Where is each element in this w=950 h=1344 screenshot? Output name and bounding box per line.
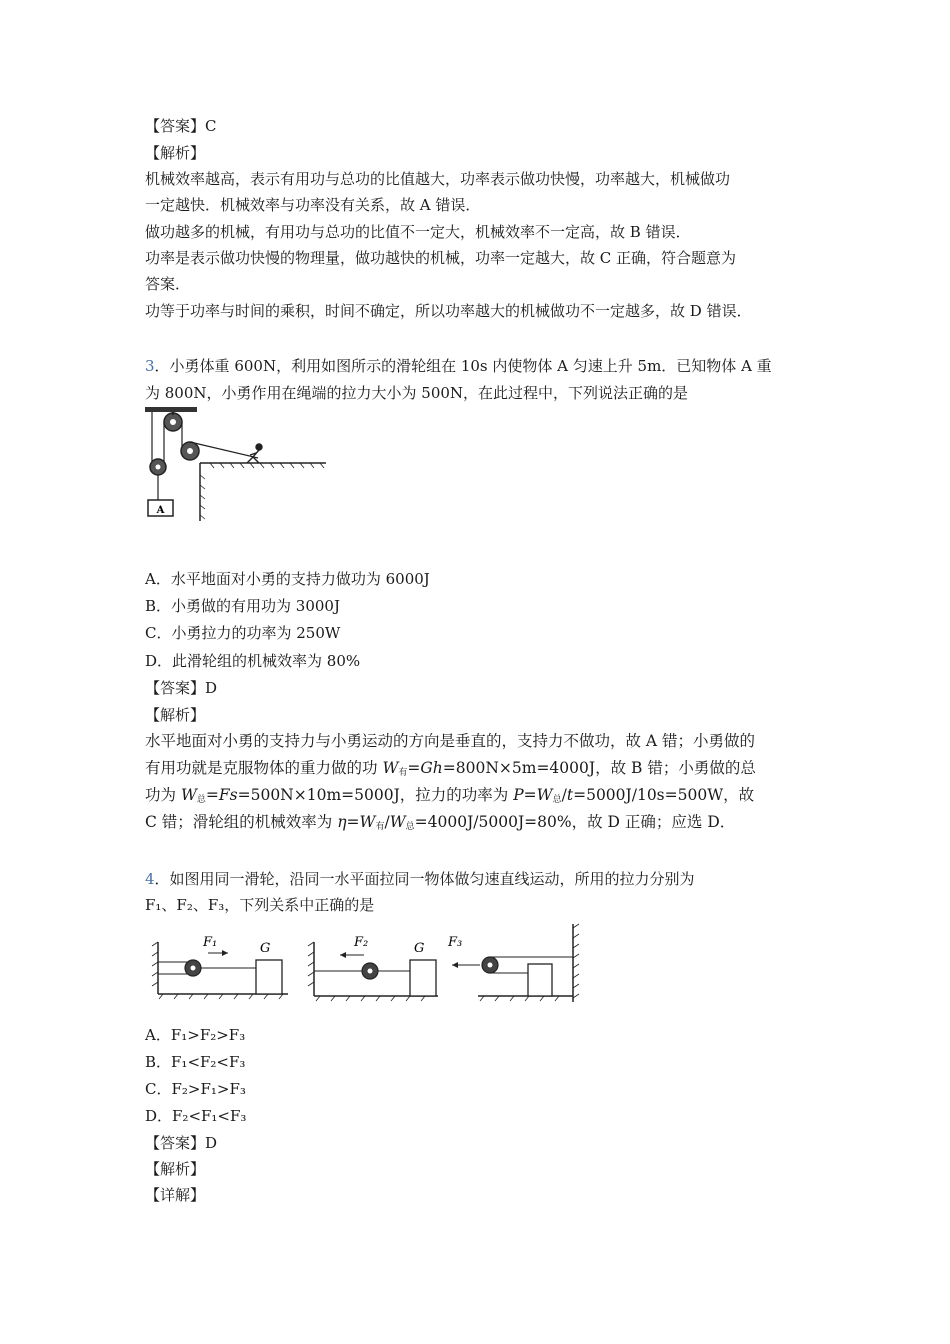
q2-analysis-line-5: 答案． bbox=[145, 275, 191, 293]
var-t: t bbox=[566, 786, 574, 804]
text-seg: = bbox=[407, 759, 421, 777]
sub-useful: 有 bbox=[375, 822, 385, 832]
sub-total: 总 bbox=[405, 822, 415, 832]
setup-3 bbox=[447, 924, 579, 1002]
q4-pulley-figure bbox=[148, 922, 588, 1008]
text-seg: = bbox=[205, 786, 219, 804]
var-p: P bbox=[513, 786, 524, 804]
text-seg: 有用功就是克服物体的重力做的功 bbox=[145, 759, 383, 777]
q4-option-b: B．F₁<F₂<F₃ bbox=[145, 1053, 246, 1071]
q3-stem-line-2: 为 800N，小勇作用在绳端的拉力大小为 500N，在此过程中，下列说法正确的是 bbox=[145, 384, 689, 402]
q4-option-a: A．F₁>F₂>F₃ bbox=[145, 1026, 246, 1044]
q2-answer: 【答案】C bbox=[145, 117, 217, 135]
q3-stem-line-1 bbox=[145, 355, 772, 377]
q3-number: 3 bbox=[145, 357, 155, 375]
q3-analysis-line-3 bbox=[145, 784, 754, 811]
q2-analysis-line-6: 功等于功率与时间的乘积，时间不确定，所以功率越大的机械做功不一定越多，故 D 错误． bbox=[145, 302, 752, 320]
q4-stem-text-1: ．如图用同一滑轮，沿同一水平面拉同一物体做匀速直线运动，所用的拉力分别为 bbox=[154, 870, 695, 888]
q3-pulley-figure bbox=[140, 405, 330, 525]
var-eta: η bbox=[337, 813, 347, 831]
text-seg: =4000J/5000J=80%，故 D 正确；应选 D． bbox=[414, 813, 736, 831]
label-f3: F₃ bbox=[448, 935, 463, 950]
var-w: W bbox=[389, 813, 406, 831]
sub-total: 总 bbox=[196, 795, 206, 805]
q4-detail-label: 【详解】 bbox=[145, 1186, 206, 1204]
q4-option-d: D．F₂<F₁<F₃ bbox=[145, 1107, 247, 1125]
q2-analysis-line-4: 功率是表示做功快慢的物理量，做功越快的机械，功率一定越大，故 C 正确，符合题意为 bbox=[145, 249, 737, 267]
sub-useful: 有 bbox=[398, 768, 408, 778]
q3-option-d: D．此滑轮组的机械效率为 80% bbox=[145, 652, 361, 670]
setup-1 bbox=[152, 935, 288, 999]
text-seg: / bbox=[561, 786, 567, 804]
q3-answer: 【答案】D bbox=[145, 679, 218, 697]
text-seg: 功为 bbox=[145, 786, 181, 804]
person-figure bbox=[247, 444, 262, 463]
q2-analysis-line-3: 做功越多的机械，有用功与总功的比值不一定大，机械效率不一定高，故 B 错误． bbox=[145, 223, 691, 241]
q3-option-b: B．小勇做的有用功为 3000J bbox=[145, 597, 340, 615]
text-seg: =5000J/10s=500W，故 bbox=[573, 786, 755, 804]
q4-analysis-label: 【解析】 bbox=[145, 1160, 206, 1178]
text-seg: =500N×10m=5000J，拉力的功率为 bbox=[237, 786, 514, 804]
sub-total: 总 bbox=[552, 795, 562, 805]
q4-number: 4 bbox=[145, 870, 155, 888]
var-w: W bbox=[359, 813, 376, 831]
q4-stem-line-1 bbox=[145, 868, 695, 890]
label-g1: G bbox=[260, 941, 271, 956]
q3-stem-text-1: ．小勇体重 600N，利用如图所示的滑轮组在 10s 内使物体 A 匀速上升 5m．已知物体 A 重 bbox=[154, 357, 772, 375]
var-gh: Gh bbox=[420, 759, 443, 777]
q4-stem-line-2: F₁、F₂、F₃，下列关系中正确的是 bbox=[145, 896, 375, 914]
label-f1: F₁ bbox=[203, 935, 218, 950]
q4-option-c: C．F₂>F₁>F₃ bbox=[145, 1080, 246, 1098]
q2-analysis-line-2: 一定越快．机械效率与功率没有关系，故 A 错误． bbox=[145, 196, 481, 214]
var-w: W bbox=[382, 759, 399, 777]
var-w: W bbox=[536, 786, 553, 804]
q3-analysis-line-1: 水平地面对小勇的支持力与小勇运动的方向是垂直的，支持力不做功，故 A 错；小勇做的 bbox=[145, 732, 756, 750]
label-f2: F₂ bbox=[354, 935, 369, 950]
label-g2: G bbox=[414, 941, 425, 956]
q3-option-c: C．小勇拉力的功率为 250W bbox=[145, 624, 341, 642]
q2-analysis-label: 【解析】 bbox=[145, 144, 206, 162]
text-seg: C 错；滑轮组的机械效率为 bbox=[145, 813, 338, 831]
block-a-label: A bbox=[156, 505, 165, 516]
var-w: W bbox=[180, 786, 197, 804]
q4-answer: 【答案】D bbox=[145, 1134, 218, 1152]
q3-option-a: A．水平地面对小勇的支持力做功为 6000J bbox=[145, 570, 430, 588]
var-fs: Fs bbox=[218, 786, 238, 804]
q2-analysis-line-1: 机械效率越高，表示有用功与总功的比值越大，功率表示做功快慢，功率越大，机械做功 bbox=[145, 170, 731, 188]
text-seg: / bbox=[384, 813, 390, 831]
setup-2 bbox=[308, 935, 438, 1001]
text-seg: = bbox=[523, 786, 537, 804]
ceiling bbox=[145, 407, 197, 412]
q3-analysis-line-4 bbox=[145, 811, 735, 838]
q3-analysis-line-2 bbox=[145, 757, 756, 784]
text-seg: =800N×5m=4000J，故 B 错；小勇做的总 bbox=[442, 759, 756, 777]
text-seg: = bbox=[346, 813, 360, 831]
q3-analysis-label: 【解析】 bbox=[145, 706, 206, 724]
